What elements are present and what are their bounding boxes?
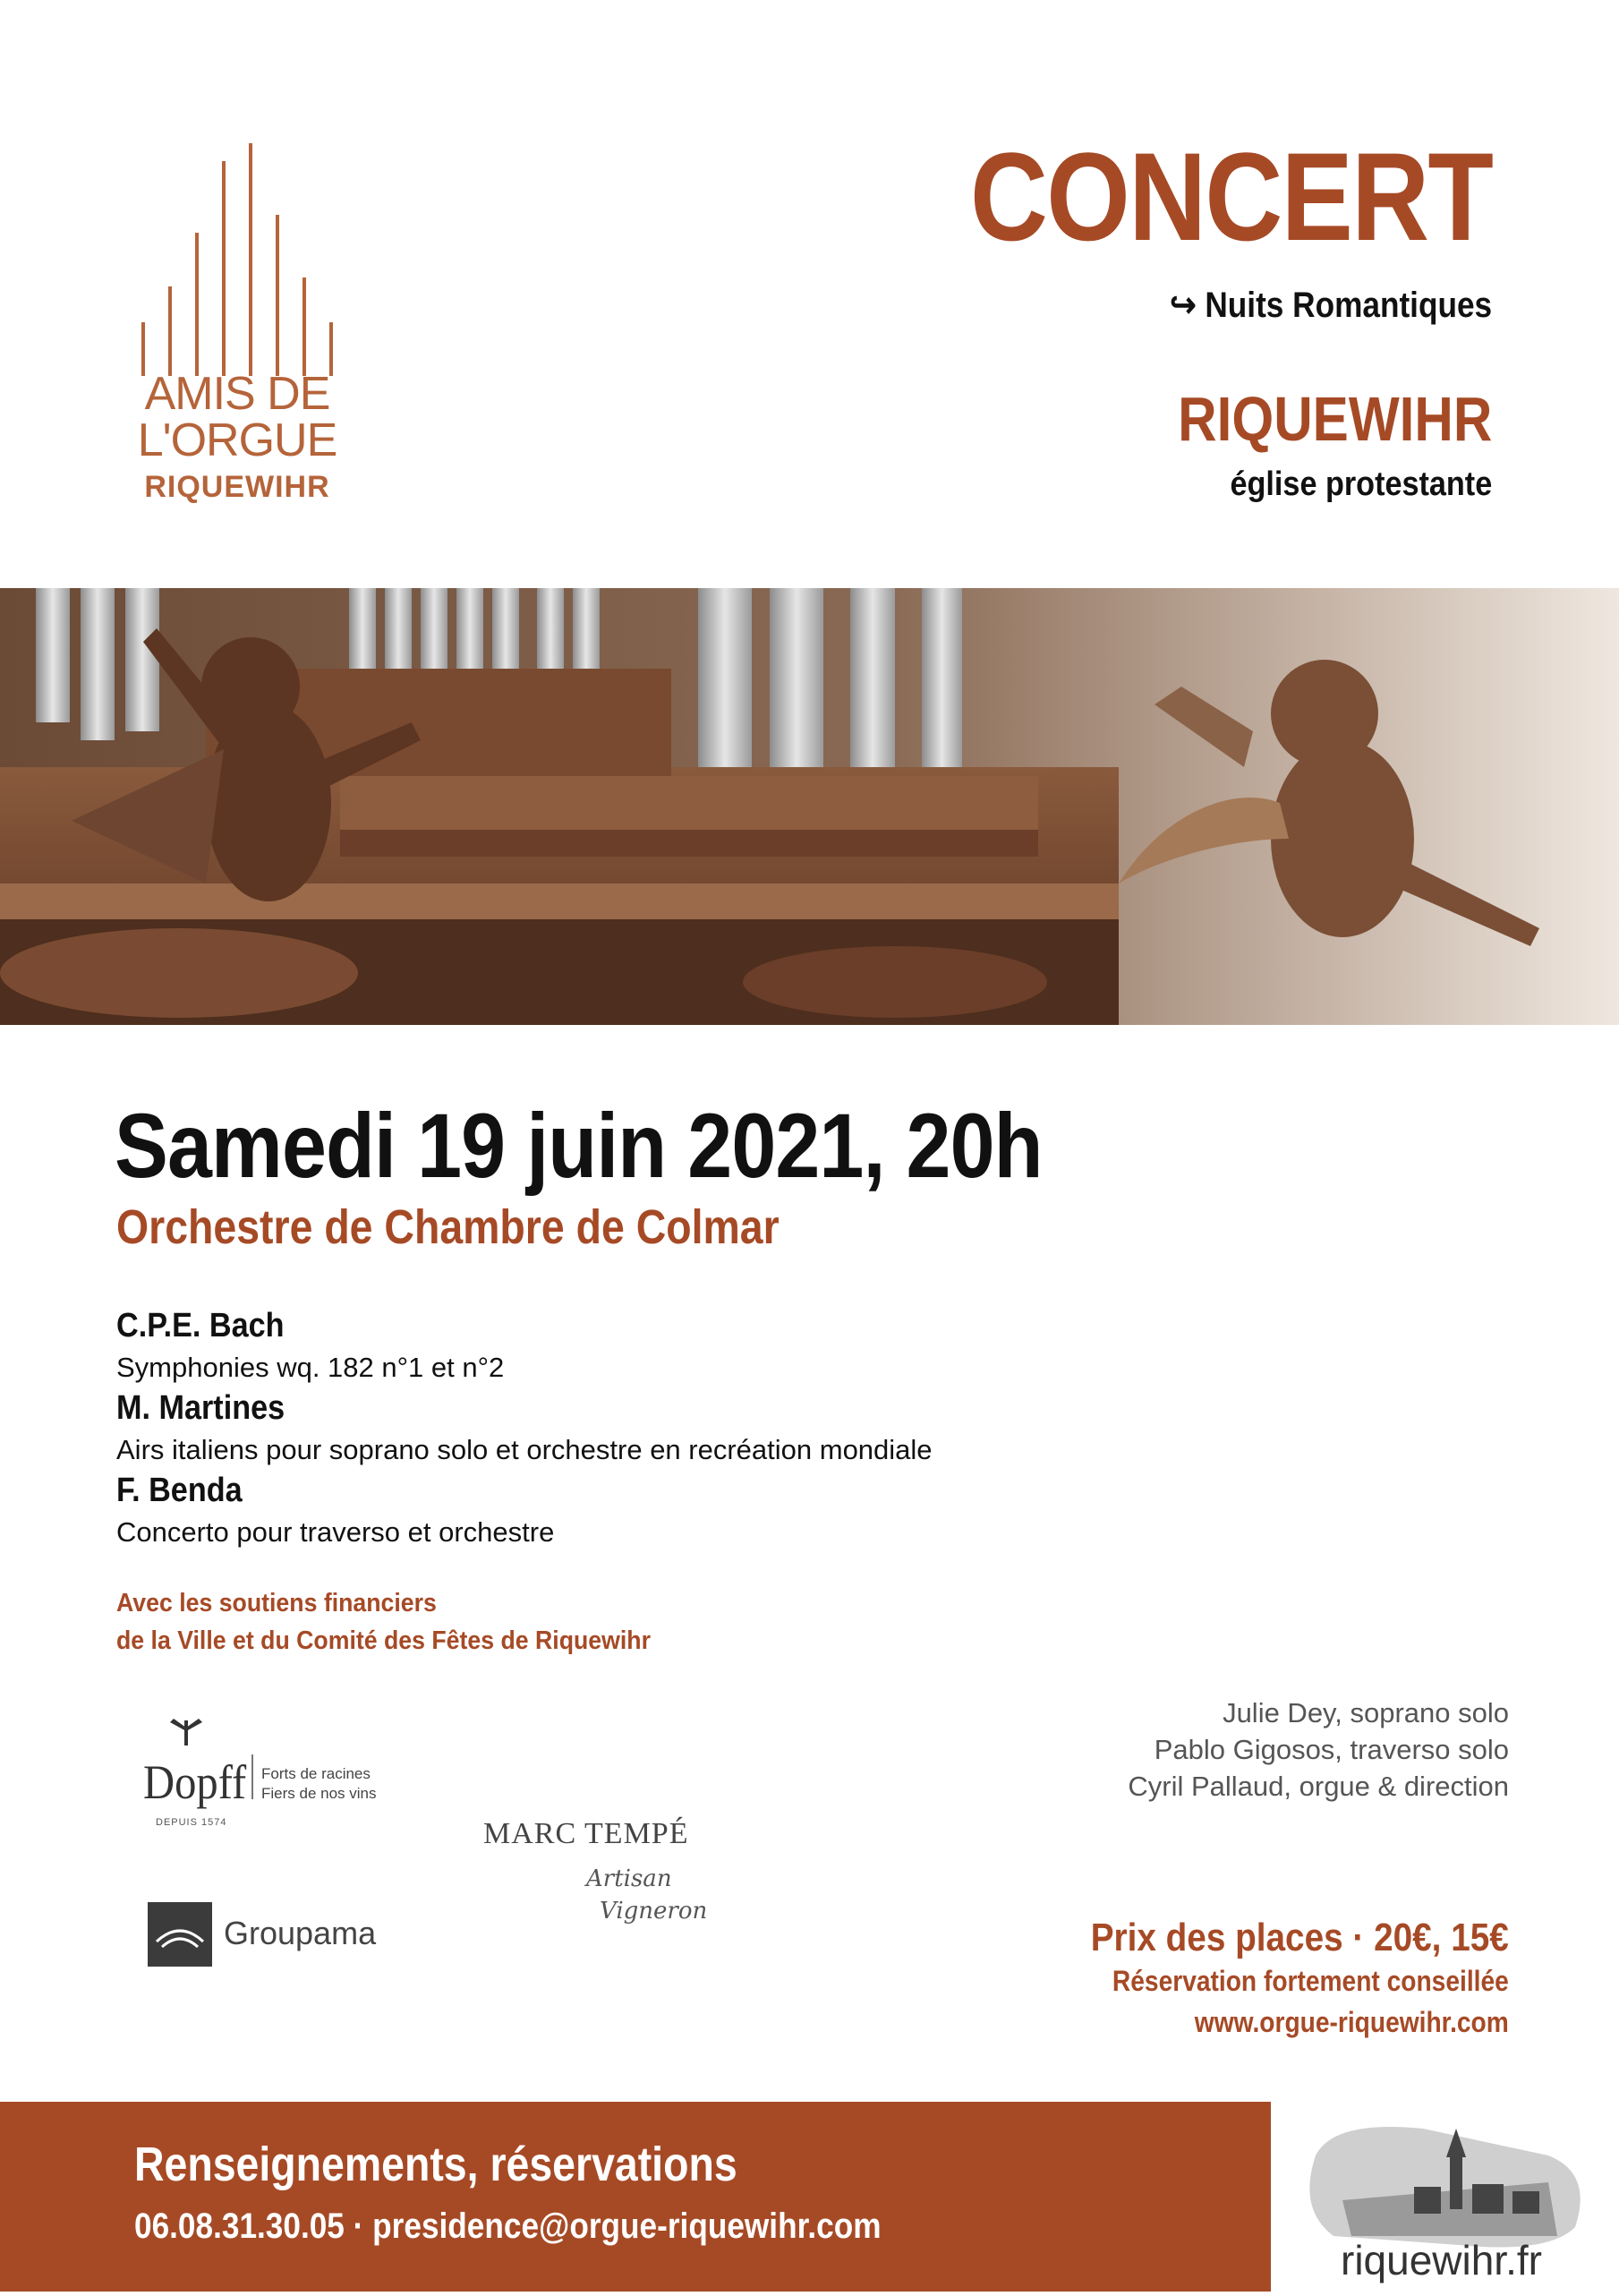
- organ-pipe-icon: [195, 233, 199, 376]
- program-composer: F. Benda: [116, 1472, 243, 1509]
- groupama-name: Groupama: [224, 1915, 377, 1951]
- organ-pipe-icon: [249, 143, 252, 376]
- dopff-logo: [143, 1719, 412, 1835]
- logo-line-2: L'ORGUE: [137, 414, 337, 466]
- marc-tempe-name: MARC TEMPÉ: [483, 1817, 689, 1850]
- windmill-icon: [184, 1720, 188, 1745]
- contact-info[interactable]: 06.08.31.30.05 · presidence@orgue-riquewihr.com: [134, 2206, 882, 2246]
- price-line: Prix des places · 20€, 15€: [1090, 1916, 1509, 1959]
- program-work: Symphonies wq. 182 n°1 et n°2: [116, 1352, 505, 1383]
- dopff-since: DEPUIS 1574: [156, 1817, 227, 1828]
- dopff-tagline: Fiers de nos vins: [261, 1785, 377, 1802]
- city-name: RIQUEWIHR: [1177, 384, 1492, 454]
- organ-photo: [0, 588, 1619, 1025]
- series-name: Nuits Romantiques: [1205, 286, 1492, 325]
- sponsor-note: [116, 1584, 651, 1660]
- marc-tempe-tag: Artisan: [586, 1865, 672, 1892]
- groupama-icon: [148, 1902, 212, 1967]
- arrow-icon: ↪: [1169, 286, 1197, 325]
- dopff-name: Dopff: [143, 1755, 247, 1809]
- amis-de-lorgue-logo: [134, 143, 340, 510]
- page-title: CONCERT: [969, 126, 1492, 267]
- marc-tempe-logo: [483, 1808, 725, 1942]
- marc-tempe-tag: Vigneron: [600, 1898, 708, 1925]
- info-title: Renseignements, réservations: [134, 2138, 737, 2191]
- venue-name: église protestante: [1230, 465, 1492, 503]
- sponsor-note-line: Avec les soutiens financiers: [116, 1589, 437, 1617]
- concert-series: [1170, 285, 1492, 326]
- program-work: Airs italiens pour soprano solo et orchestre en recréation mondiale: [116, 1434, 933, 1465]
- dopff-tagline: Forts de racines: [261, 1765, 371, 1782]
- program-work: Concerto pour traverso et orchestre: [116, 1516, 555, 1548]
- orchestra-name: Orchestre de Chambre de Colmar: [116, 1200, 780, 1254]
- church-icon: [1450, 2155, 1462, 2209]
- organ-pipe-icon: [302, 277, 306, 376]
- reservation-note: Réservation fortement conseillée: [1112, 1965, 1509, 1997]
- riquewihr-village-logo: [1280, 2102, 1619, 2292]
- organ-pipe-icon: [222, 161, 226, 376]
- performer: Cyril Pallaud, orgue & direction: [1128, 1771, 1509, 1802]
- sponsor-note-line: de la Ville et du Comité des Fêtes de Riquewihr: [116, 1626, 651, 1655]
- performer: Julie Dey, soprano solo: [1223, 1697, 1509, 1728]
- info-band: [0, 2102, 1271, 2292]
- pricing-block: [1034, 1916, 1509, 2043]
- village-site-label[interactable]: riquewihr.fr: [1341, 2237, 1542, 2283]
- event-date: Samedi 19 juin 2021, 20h: [115, 1095, 1043, 1197]
- groupama-logo: [148, 1902, 389, 1967]
- program-composer: C.P.E. Bach: [116, 1307, 285, 1344]
- logo-line-1: AMIS DE: [144, 368, 330, 420]
- website-link[interactable]: www.orgue-riquewihr.com: [1195, 2006, 1509, 2038]
- logo-line-3: RIQUEWIHR: [144, 470, 330, 504]
- performers-list: [1128, 1694, 1509, 1805]
- organ-pipe-icon: [276, 215, 279, 376]
- performer: Pablo Gigosos, traverso solo: [1154, 1734, 1509, 1765]
- program-composer: M. Martines: [116, 1389, 285, 1427]
- organ-pipe-icon: [168, 286, 172, 376]
